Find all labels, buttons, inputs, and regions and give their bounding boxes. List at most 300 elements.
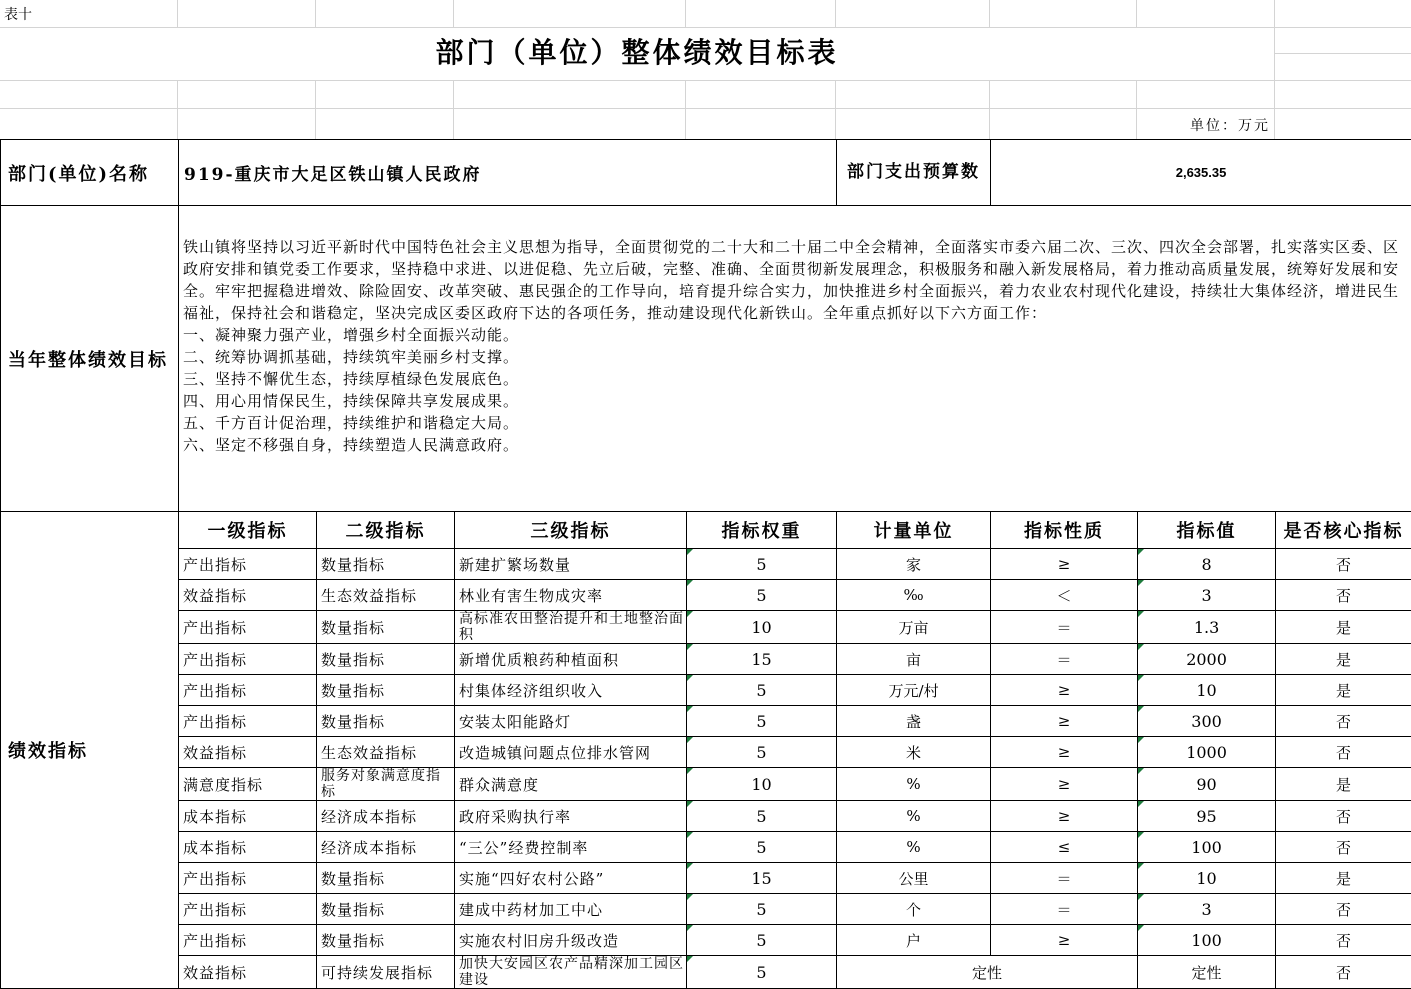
cell-text: ＝ bbox=[1057, 870, 1072, 888]
unit-label: 单位：万元 bbox=[1136, 115, 1270, 135]
cell-text: 服务对象满意度指标 bbox=[321, 768, 441, 800]
cell-text: 是 bbox=[1336, 619, 1351, 637]
table-cell[interactable] bbox=[991, 706, 1138, 737]
annual-goals-label: 当年整体绩效目标 bbox=[1, 206, 179, 512]
table-cell[interactable] bbox=[687, 956, 837, 989]
cell-text: ≥ bbox=[1058, 743, 1071, 761]
cell-text: 效益指标 bbox=[183, 587, 247, 605]
cell-text: 是 bbox=[1336, 651, 1351, 669]
number-format-flag-icon bbox=[1138, 580, 1144, 586]
gridline bbox=[1274, 0, 1275, 139]
table-row bbox=[1, 611, 1411, 644]
indicator-header-row bbox=[1, 512, 1411, 549]
number-format-flag-icon bbox=[687, 863, 693, 869]
table-cell[interactable] bbox=[837, 644, 991, 675]
table-number: 表十 bbox=[4, 4, 32, 24]
cell-text: 安装太阳能路灯 bbox=[459, 713, 571, 731]
cell-text: 是 bbox=[1336, 682, 1351, 700]
table-cell[interactable] bbox=[179, 549, 317, 580]
cell-text: 15 bbox=[751, 650, 771, 669]
table-cell[interactable] bbox=[991, 675, 1138, 706]
cell-text: 15 bbox=[751, 869, 771, 888]
gridline bbox=[315, 0, 316, 28]
table-cell[interactable] bbox=[1276, 768, 1411, 801]
cell-text: 实施农村旧房升级改造 bbox=[459, 932, 619, 950]
cell-text: 政府采购执行率 bbox=[459, 808, 571, 826]
goals-item: 六、坚定不移强自身，持续塑造人民满意政府。 bbox=[183, 434, 1405, 456]
table-cell[interactable] bbox=[455, 737, 687, 768]
cell-text: 盏 bbox=[906, 713, 921, 731]
cell-text: 否 bbox=[1336, 744, 1351, 762]
gridline bbox=[1274, 53, 1411, 54]
column-header: 一级指标 bbox=[179, 512, 317, 549]
cell-text: 是 bbox=[1336, 776, 1351, 794]
gridline bbox=[989, 0, 990, 28]
cell-text: 效益指标 bbox=[183, 744, 247, 762]
cell-text: 成本指标 bbox=[183, 808, 247, 826]
number-format-flag-icon bbox=[1138, 894, 1144, 900]
table-cell[interactable] bbox=[687, 737, 837, 768]
cell-text: 村集体经济组织收入 bbox=[459, 682, 603, 700]
table-cell[interactable] bbox=[1138, 675, 1276, 706]
table-cell[interactable] bbox=[455, 706, 687, 737]
gridline bbox=[989, 80, 990, 139]
gridline bbox=[0, 108, 1411, 109]
cell-text: 亩 bbox=[906, 651, 921, 669]
cell-text: 生态效益指标 bbox=[321, 744, 417, 762]
cell-text: ≥ bbox=[1058, 775, 1071, 793]
number-format-flag-icon bbox=[687, 956, 693, 962]
cell-text: ‰ bbox=[903, 586, 923, 604]
cell-text: ≥ bbox=[1058, 681, 1071, 699]
cell-text: 新增优质粮药种植面积 bbox=[459, 651, 619, 669]
table-cell[interactable] bbox=[1276, 644, 1411, 675]
table-cell[interactable] bbox=[317, 801, 455, 832]
cell-text: 建成中药材加工中心 bbox=[459, 901, 603, 919]
cell-text: “三公”经费控制率 bbox=[459, 839, 588, 857]
department-name-label: 部门(单位)名称 bbox=[1, 140, 179, 206]
table-cell[interactable] bbox=[1138, 832, 1276, 863]
department-name-value[interactable]: 919-重庆市大足区铁山镇人民政府 bbox=[179, 140, 837, 206]
table-cell[interactable] bbox=[1276, 863, 1411, 894]
cell-text: 否 bbox=[1336, 964, 1351, 982]
number-format-flag-icon bbox=[1138, 675, 1144, 681]
table-cell[interactable] bbox=[455, 801, 687, 832]
number-format-flag-icon bbox=[1138, 644, 1144, 650]
cell-text: 数量指标 bbox=[321, 619, 385, 637]
table-cell[interactable] bbox=[317, 611, 455, 644]
table-cell[interactable] bbox=[991, 894, 1138, 925]
table-cell[interactable] bbox=[991, 580, 1138, 611]
table-cell[interactable] bbox=[991, 832, 1138, 863]
cell-text: ≤ bbox=[1058, 838, 1071, 856]
table-cell[interactable] bbox=[179, 644, 317, 675]
table-cell[interactable] bbox=[687, 832, 837, 863]
number-format-flag-icon bbox=[1138, 832, 1144, 838]
table-cell[interactable] bbox=[1276, 832, 1411, 863]
cell-text: 5 bbox=[756, 586, 766, 605]
table-cell[interactable] bbox=[837, 863, 991, 894]
table-cell[interactable] bbox=[179, 801, 317, 832]
indicator-table-body bbox=[1, 512, 1411, 989]
cell-text: ＜ bbox=[1057, 587, 1072, 605]
table-cell[interactable] bbox=[687, 768, 837, 801]
cell-text: 万亩 bbox=[899, 619, 929, 637]
cell-text: % bbox=[906, 775, 920, 793]
cell-text: 5 bbox=[756, 900, 766, 919]
table-cell[interactable] bbox=[455, 580, 687, 611]
cell-text: 定性 bbox=[972, 964, 1002, 982]
cell-text: 万元/村 bbox=[889, 682, 939, 700]
table-cell[interactable] bbox=[179, 706, 317, 737]
annual-goals-row bbox=[1, 206, 1411, 512]
table-cell[interactable] bbox=[1138, 768, 1276, 801]
table-cell[interactable] bbox=[455, 925, 687, 956]
number-format-flag-icon bbox=[1138, 611, 1144, 617]
table-row bbox=[1, 925, 1411, 956]
cell-text: 100 bbox=[1191, 838, 1222, 857]
cell-text: 95 bbox=[1196, 807, 1216, 826]
table-cell[interactable] bbox=[991, 611, 1138, 644]
page-title: 部门（单位）整体绩效目标表 bbox=[0, 28, 1274, 78]
cell-text: 产出指标 bbox=[183, 713, 247, 731]
table-cell[interactable] bbox=[455, 644, 687, 675]
table-cell[interactable] bbox=[837, 580, 991, 611]
table-cell[interactable] bbox=[1138, 863, 1276, 894]
cell-text: ＝ bbox=[1057, 651, 1072, 669]
cell-text: ≥ bbox=[1058, 555, 1071, 573]
cell-text: 8 bbox=[1201, 555, 1211, 574]
cell-text: 加快大安园区农产品精深加工园区建设 bbox=[459, 956, 684, 988]
cell-text: 生态效益指标 bbox=[321, 587, 417, 605]
cell-text: ＝ bbox=[1057, 901, 1072, 919]
cell-text: ≥ bbox=[1058, 712, 1071, 730]
table-cell[interactable] bbox=[1276, 801, 1411, 832]
cell-text: 10 bbox=[1196, 681, 1216, 700]
cell-text: 产出指标 bbox=[183, 619, 247, 637]
cell-text: 是 bbox=[1336, 870, 1351, 888]
cell-text: % bbox=[906, 838, 920, 856]
cell-text: 定性 bbox=[1192, 964, 1222, 982]
gridline bbox=[0, 80, 1411, 81]
table-cell[interactable] bbox=[837, 768, 991, 801]
indicators-label: 绩效指标 bbox=[1, 512, 179, 989]
cell-text: 否 bbox=[1336, 932, 1351, 950]
cell-text: 数量指标 bbox=[321, 901, 385, 919]
table-cell[interactable] bbox=[837, 611, 991, 644]
table-cell[interactable] bbox=[837, 925, 991, 956]
table-cell[interactable] bbox=[1276, 675, 1411, 706]
cell-text: 10 bbox=[751, 775, 771, 794]
cell-text: 否 bbox=[1336, 587, 1351, 605]
table-cell[interactable] bbox=[687, 706, 837, 737]
gridline bbox=[453, 80, 454, 139]
table-cell[interactable] bbox=[687, 801, 837, 832]
cell-text: 公里 bbox=[899, 870, 929, 888]
number-format-flag-icon bbox=[687, 801, 693, 807]
cell-text: 90 bbox=[1196, 775, 1216, 794]
table-cell[interactable] bbox=[687, 580, 837, 611]
table-row bbox=[1, 644, 1411, 675]
number-format-flag-icon bbox=[687, 832, 693, 838]
annual-goals-text[interactable] bbox=[179, 206, 1411, 512]
number-format-flag-icon bbox=[1138, 549, 1144, 555]
table-cell[interactable] bbox=[455, 549, 687, 580]
cell-text: 5 bbox=[756, 743, 766, 762]
gridline bbox=[835, 80, 836, 139]
table-cell[interactable] bbox=[1276, 925, 1411, 956]
table-cell[interactable] bbox=[179, 956, 317, 989]
table-cell[interactable] bbox=[317, 894, 455, 925]
table-cell[interactable] bbox=[1138, 706, 1276, 737]
cell-text: 否 bbox=[1336, 901, 1351, 919]
table-cell[interactable] bbox=[1138, 611, 1276, 644]
table-cell[interactable] bbox=[1138, 549, 1276, 580]
number-format-flag-icon bbox=[1138, 768, 1144, 774]
cell-text: 5 bbox=[756, 681, 766, 700]
column-header: 指标值 bbox=[1138, 512, 1276, 549]
cell-text: % bbox=[906, 807, 920, 825]
table-cell[interactable] bbox=[687, 925, 837, 956]
cell-text: 5 bbox=[756, 838, 766, 857]
table-cell[interactable] bbox=[317, 580, 455, 611]
cell-text: 数量指标 bbox=[321, 556, 385, 574]
table-cell[interactable] bbox=[1276, 580, 1411, 611]
gridline bbox=[453, 0, 454, 28]
number-format-flag-icon bbox=[687, 925, 693, 931]
cell-text: 实施“四好农村公路” bbox=[459, 870, 604, 888]
table-cell[interactable] bbox=[455, 675, 687, 706]
cell-text: 经济成本指标 bbox=[321, 839, 417, 857]
table-cell[interactable] bbox=[179, 894, 317, 925]
table-row bbox=[1, 768, 1411, 801]
table-cell[interactable] bbox=[687, 549, 837, 580]
cell-text: 100 bbox=[1191, 931, 1222, 950]
cell-text: 户 bbox=[906, 932, 921, 950]
gridline bbox=[685, 80, 686, 139]
table-cell[interactable] bbox=[1276, 611, 1411, 644]
table-row bbox=[1, 894, 1411, 925]
cell-text: ≥ bbox=[1058, 807, 1071, 825]
table-cell[interactable] bbox=[991, 801, 1138, 832]
cell-text: 群众满意度 bbox=[459, 776, 539, 794]
column-header: 计量单位 bbox=[837, 512, 991, 549]
table-cell[interactable] bbox=[317, 706, 455, 737]
cell-text: 产出指标 bbox=[183, 556, 247, 574]
cell-text: 产出指标 bbox=[183, 682, 247, 700]
cell-text: 5 bbox=[756, 807, 766, 826]
gridline bbox=[835, 0, 836, 28]
table-cell[interactable] bbox=[687, 894, 837, 925]
cell-text: 10 bbox=[1196, 869, 1216, 888]
table-cell[interactable] bbox=[837, 549, 991, 580]
table-cell[interactable] bbox=[317, 644, 455, 675]
column-header: 三级指标 bbox=[455, 512, 687, 549]
cell-text: 3 bbox=[1201, 586, 1211, 605]
table-cell[interactable] bbox=[317, 925, 455, 956]
cell-text: 5 bbox=[756, 963, 766, 982]
table-cell[interactable] bbox=[1138, 644, 1276, 675]
table-row bbox=[1, 580, 1411, 611]
table-cell[interactable] bbox=[1138, 801, 1276, 832]
table-cell[interactable] bbox=[179, 863, 317, 894]
table-cell[interactable] bbox=[317, 675, 455, 706]
cell-text: 5 bbox=[756, 931, 766, 950]
table-cell[interactable] bbox=[1138, 894, 1276, 925]
number-format-flag-icon bbox=[1138, 801, 1144, 807]
table-cell[interactable] bbox=[317, 549, 455, 580]
cell-text: 产出指标 bbox=[183, 932, 247, 950]
performance-form-table bbox=[0, 139, 1411, 989]
table-row bbox=[1, 956, 1411, 989]
table-cell[interactable] bbox=[179, 675, 317, 706]
number-format-flag-icon bbox=[687, 894, 693, 900]
table-cell[interactable] bbox=[687, 644, 837, 675]
goals-item: 二、统筹协调抓基础，持续筑牢美丽乡村支撑。 bbox=[183, 346, 1405, 368]
cell-text: 新建扩繁场数量 bbox=[459, 556, 571, 574]
budget-value[interactable]: 2,635.35 bbox=[991, 140, 1411, 206]
cell-text: 5 bbox=[756, 712, 766, 731]
cell-text: 数量指标 bbox=[321, 713, 385, 731]
number-format-flag-icon bbox=[687, 549, 693, 555]
cell-text: 数量指标 bbox=[321, 651, 385, 669]
table-cell[interactable] bbox=[455, 832, 687, 863]
table-cell[interactable] bbox=[1138, 580, 1276, 611]
table-cell[interactable] bbox=[1138, 925, 1276, 956]
goals-item: 三、坚持不懈优生态，持续厚植绿色发展底色。 bbox=[183, 368, 1405, 390]
table-cell[interactable] bbox=[179, 832, 317, 863]
table-cell[interactable] bbox=[1276, 549, 1411, 580]
cell-text: 产出指标 bbox=[183, 870, 247, 888]
budget-label: 部门支出预算数 bbox=[837, 140, 991, 206]
number-format-flag-icon bbox=[687, 675, 693, 681]
number-format-flag-icon bbox=[687, 580, 693, 586]
table-cell[interactable] bbox=[687, 611, 837, 644]
number-format-flag-icon bbox=[1138, 925, 1144, 931]
table-row bbox=[1, 863, 1411, 894]
cell-text: 5 bbox=[756, 555, 766, 574]
number-format-flag-icon bbox=[687, 768, 693, 774]
cell-text: 产出指标 bbox=[183, 651, 247, 669]
table-cell[interactable] bbox=[1138, 737, 1276, 768]
cell-text: 满意度指标 bbox=[183, 776, 263, 794]
number-format-flag-icon bbox=[1138, 863, 1144, 869]
table-cell[interactable] bbox=[317, 956, 455, 989]
table-cell[interactable] bbox=[455, 611, 687, 644]
cell-text: ≥ bbox=[1058, 931, 1071, 949]
table-cell[interactable] bbox=[455, 768, 687, 801]
cell-text: 高标准农田整治提升和土地整治面积 bbox=[459, 611, 684, 643]
table-cell[interactable] bbox=[991, 863, 1138, 894]
goals-intro: 铁山镇将坚持以习近平新时代中国特色社会主义思想为指导，全面贯彻党的二十大和二十届二中全会精神，全面落实市委六届二次、三次、四次全会部署，扎实落实区委、区政府安排和镇党委工作要求，坚持稳中求进、以进促稳、先立后破，完整、准确、全面贯彻新发展理念，积极服务和融入新发展格局，着力推动高质量发展，统筹好发展和安全。牢牢把握稳进增效、除险固安、改革突破、惠民强企的工作导向，培育提升综合实力，加快推进乡村全面振兴，着力农业农村现代化建设，持续壮大集体经济，增进民生福祉，保持社会和谐稳定，坚决完成区委区政府下达的各项任务，推动建设现代化新铁山。全年重点抓好以下六方面工作： bbox=[183, 236, 1405, 324]
table-cell[interactable] bbox=[317, 863, 455, 894]
cell-text: 数量指标 bbox=[321, 682, 385, 700]
number-format-flag-icon bbox=[1138, 737, 1144, 743]
gridline bbox=[1136, 0, 1137, 28]
cell-text: 否 bbox=[1336, 839, 1351, 857]
cell-text: 个 bbox=[906, 901, 921, 919]
cell-text: 家 bbox=[906, 556, 921, 574]
number-format-flag-icon bbox=[687, 611, 693, 617]
table-cell[interactable] bbox=[317, 768, 455, 801]
table-cell[interactable] bbox=[317, 737, 455, 768]
table-cell[interactable] bbox=[687, 675, 837, 706]
cell-text: 10 bbox=[751, 618, 771, 637]
table-cell[interactable] bbox=[837, 956, 1138, 989]
number-format-flag-icon bbox=[687, 737, 693, 743]
cell-text: 否 bbox=[1336, 556, 1351, 574]
cell-text: ＝ bbox=[1057, 619, 1072, 637]
cell-text: 1000 bbox=[1186, 743, 1227, 762]
column-header: 二级指标 bbox=[317, 512, 455, 549]
cell-text: 否 bbox=[1336, 713, 1351, 731]
table-cell[interactable] bbox=[179, 768, 317, 801]
table-cell[interactable] bbox=[317, 832, 455, 863]
table-cell[interactable] bbox=[1276, 956, 1411, 989]
table-cell[interactable] bbox=[991, 737, 1138, 768]
goals-item: 四、用心用情保民生，持续保障共享发展成果。 bbox=[183, 390, 1405, 412]
cell-text: 产出指标 bbox=[183, 901, 247, 919]
number-format-flag-icon bbox=[687, 706, 693, 712]
goals-item: 五、千方百计促治理，持续维护和谐稳定大局。 bbox=[183, 412, 1405, 434]
table-cell[interactable] bbox=[1276, 737, 1411, 768]
number-format-flag-icon bbox=[687, 644, 693, 650]
column-header: 指标性质 bbox=[991, 512, 1138, 549]
cell-text: 2000 bbox=[1186, 650, 1227, 669]
gridline bbox=[315, 80, 316, 139]
table-cell[interactable] bbox=[455, 863, 687, 894]
table-cell[interactable] bbox=[455, 894, 687, 925]
table-row bbox=[1, 737, 1411, 768]
table-cell[interactable] bbox=[837, 832, 991, 863]
table-row bbox=[1, 675, 1411, 706]
table-cell[interactable] bbox=[455, 956, 687, 989]
table-row bbox=[1, 832, 1411, 863]
table-cell[interactable] bbox=[179, 737, 317, 768]
table-cell[interactable] bbox=[837, 801, 991, 832]
cell-text: 否 bbox=[1336, 808, 1351, 826]
column-header: 是否核心指标 bbox=[1276, 512, 1411, 549]
table-cell[interactable] bbox=[991, 549, 1138, 580]
cell-text: 效益指标 bbox=[183, 964, 247, 982]
table-cell[interactable] bbox=[179, 925, 317, 956]
table-cell[interactable] bbox=[837, 675, 991, 706]
gridline bbox=[685, 0, 686, 28]
department-row bbox=[1, 140, 1411, 206]
table-cell[interactable] bbox=[991, 644, 1138, 675]
table-cell[interactable] bbox=[837, 737, 991, 768]
cell-text: 经济成本指标 bbox=[321, 808, 417, 826]
table-row bbox=[1, 706, 1411, 737]
table-cell[interactable] bbox=[1138, 956, 1276, 989]
table-cell[interactable] bbox=[179, 580, 317, 611]
table-cell[interactable] bbox=[1276, 894, 1411, 925]
table-cell[interactable] bbox=[991, 925, 1138, 956]
table-cell[interactable] bbox=[837, 706, 991, 737]
column-header: 指标权重 bbox=[687, 512, 837, 549]
cell-text: 成本指标 bbox=[183, 839, 247, 857]
cell-text: 1.3 bbox=[1194, 618, 1219, 637]
gridline bbox=[177, 80, 178, 139]
cell-text: 可持续发展指标 bbox=[321, 964, 433, 982]
number-format-flag-icon bbox=[1138, 706, 1144, 712]
table-cell[interactable] bbox=[687, 863, 837, 894]
table-cell[interactable] bbox=[837, 894, 991, 925]
table-cell[interactable] bbox=[1276, 706, 1411, 737]
table-cell[interactable] bbox=[991, 768, 1138, 801]
cell-text: 3 bbox=[1201, 900, 1211, 919]
table-cell[interactable] bbox=[179, 611, 317, 644]
